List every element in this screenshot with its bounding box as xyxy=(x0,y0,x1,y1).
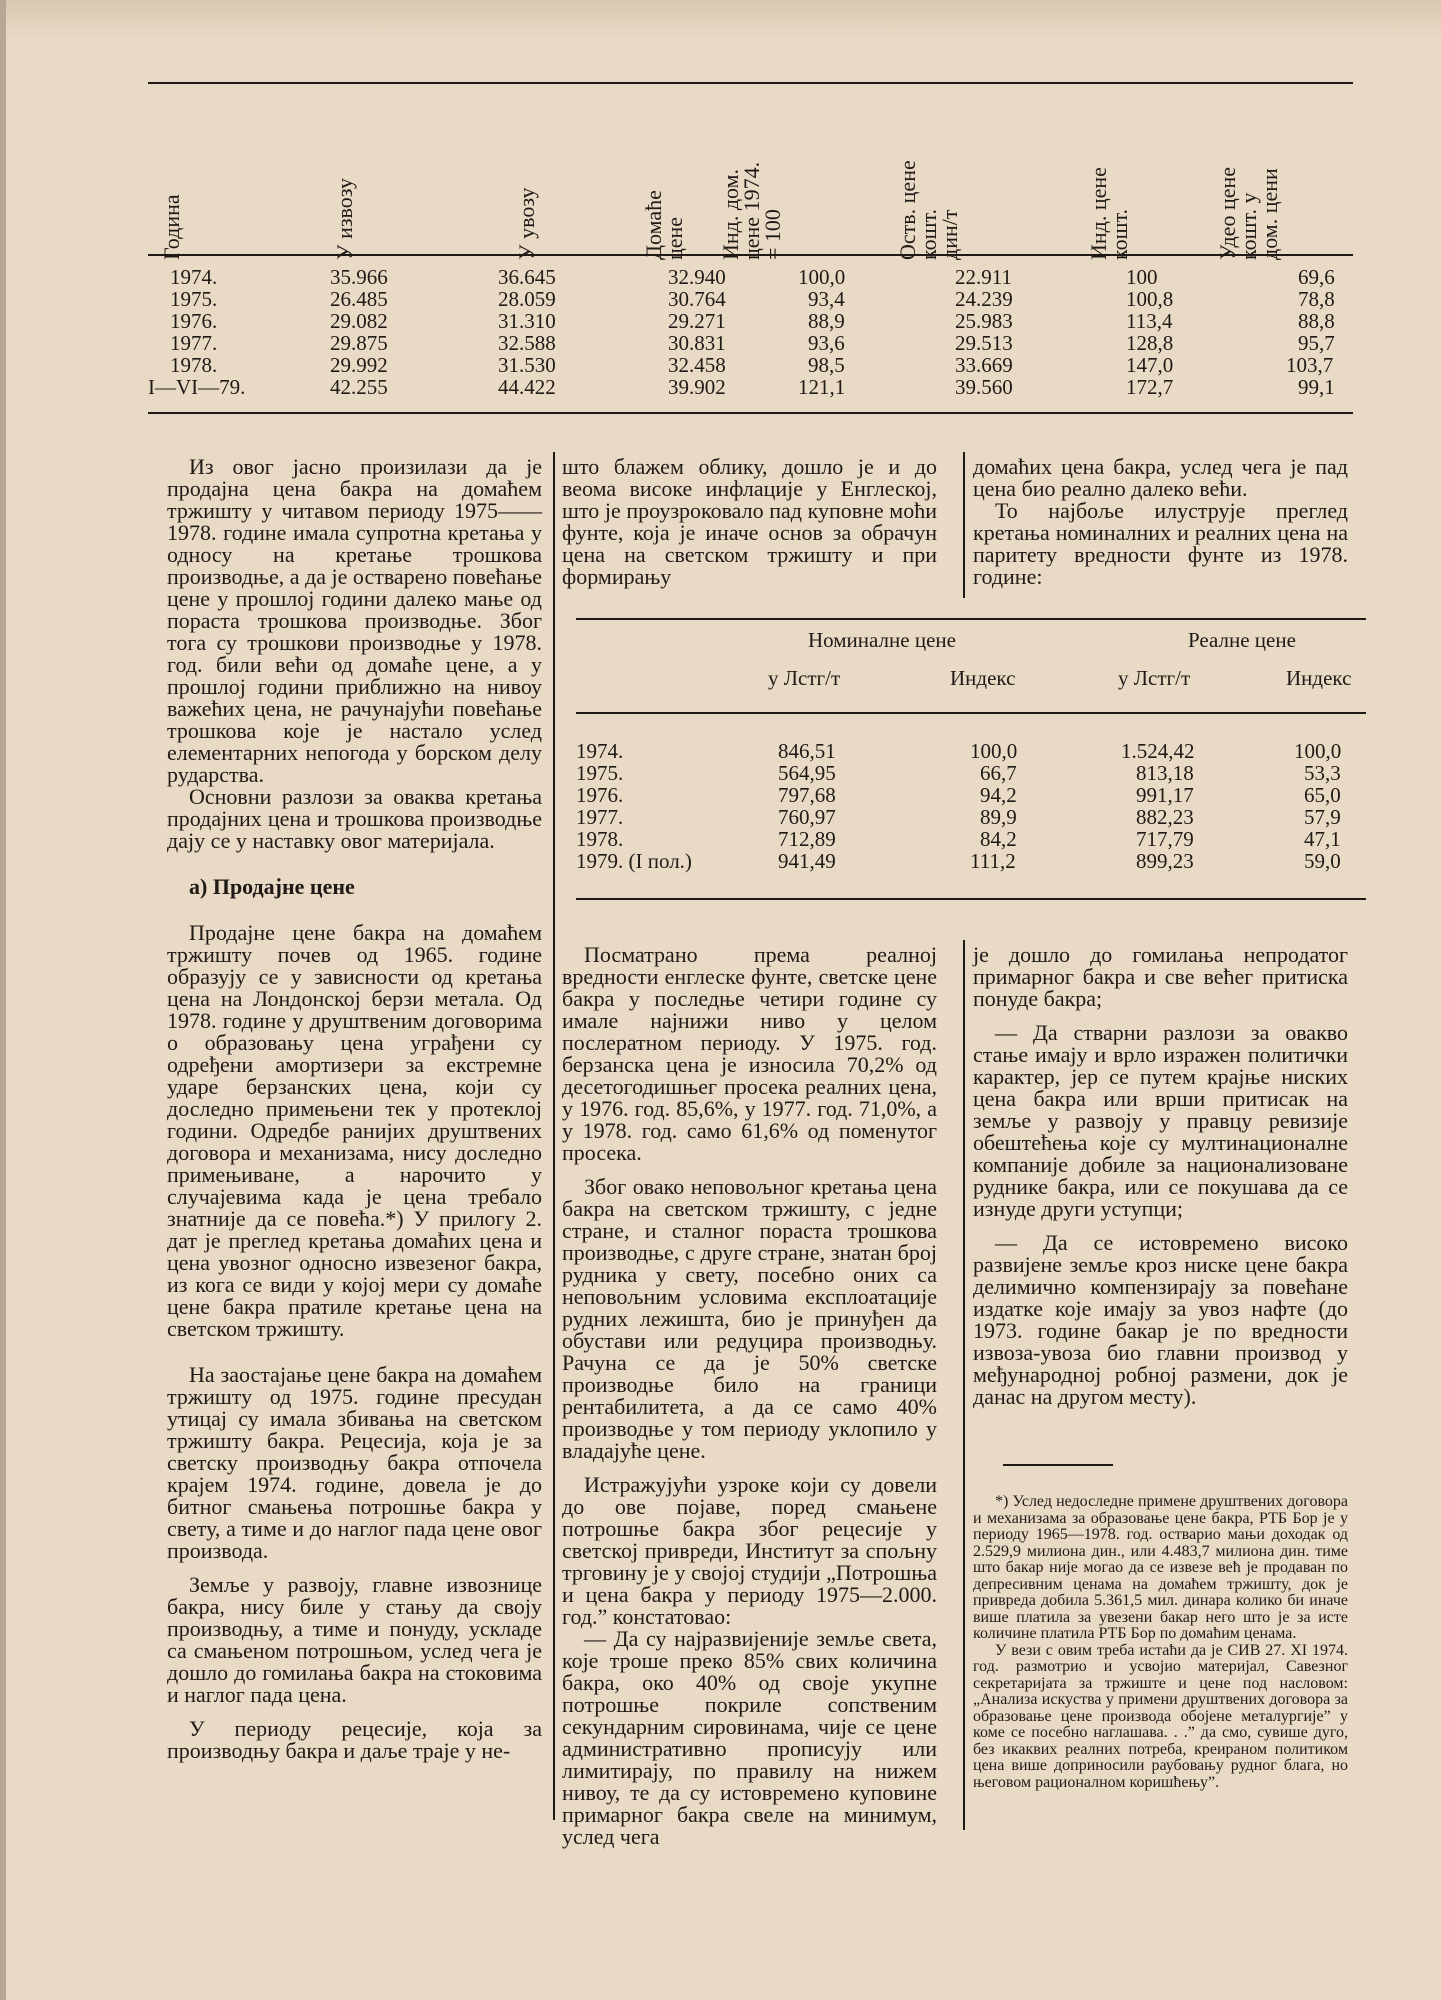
footnote-text: *) Услед недоследне примене друштвених договора и механизама за образовање цене бакра, РТБ Бор је у периоду 1965—1978. год. остварио мањи доходак од 2.529,9 милиона дин., или 4.483,7 милиона дин. тиме што бакар није могао да се извезе већ је продаван по депресивним ценама на домаћем тржишту, док је привреда добила 5.361,5 мил. динара колико би иначе више платила за увезени бакар него што је за исте количине платила РТБ Бор по домаћим ценама. xyxy=(973,1493,1348,1642)
table-row: 1977. 29.875 32.588 30.831 93,6 29.513 128,8 95,7 xyxy=(170,331,1335,355)
footnote-text: У вези с овим треба истаћи да је СИВ 27. XI 1974. год. размотрио и усвојио материјал, Савезног секретаријата за тржиште и цене под насловом: „Анализа искуства у примени друштвених договора за образовање цене производа обојене металургије” у коме се посебно наглашава. . .” да смо, сувише дуго, без икаквих реалних потреба, креираном политиком цена више доприносили раубовању рудног блага, но његовом рационалном коришћењу”. xyxy=(973,1641,1348,1791)
footnote-separator xyxy=(1003,1464,1113,1466)
paragraph: — Да су најразвијеније земље света, које троше преко 85% свих количина бакра, око 40% од своје укупне потрошње покриле сопственим секундарним сировинама, чије се цене административно прописују или лимитирају, по правилу на нижем нивоу, те да су истовремено куповине примарног бакра свеле на минимум, услед чега xyxy=(562,1626,937,1849)
table-row: I—VI—79. 42.255 44.422 39.902 121,1 39.560 172,7 99,1 xyxy=(148,375,1335,399)
table-row: 1975. 564,95 66,7 813,18 53,3 xyxy=(576,761,1341,785)
table1-bottom-rule xyxy=(148,412,1353,414)
sub-header: у Лстг/т xyxy=(768,666,841,690)
paragraph: Због овако неповољног кретања цена бакра на светском тржишту, с једне стране, и сталног пораста трошкова производње, с друге стране, знатан број рудника у свету, посебно оних са неповољним условима експлоатације рудних лежишта, био је принуђен да обустави или редуцира производњу. Рачуна се да је 50% светске производње било на граници рентабилитета, а да се само 40% производње у том периоду уклопило у владајуће цене. xyxy=(562,1174,937,1463)
table-row: 1978. 29.992 31.530 32.458 98,5 33.669 147,0 103,7 xyxy=(170,353,1334,377)
sub-header: Индекс xyxy=(950,666,1016,690)
paragraph: У периоду рецесије, која за производњу бакра и даље траје у не- xyxy=(167,1716,542,1763)
table-row: 1977. 760,97 89,9 882,23 57,9 xyxy=(576,805,1341,829)
table-row: 1976. 29.082 31.310 29.271 88,9 25.983 113,4 88,8 xyxy=(170,309,1335,333)
table-row: 1978. 712,89 84,2 717,79 47,1 xyxy=(576,827,1341,851)
col-header-domestic: Домаће цене xyxy=(641,190,687,260)
paragraph: — Да се истовремено високо развијене земље кроз ниске цене бакра делимично компензирају за повећане издатке које имају за увоз нафте (до 1973. године бакар је по вредности извоза-увоза био главни производ у међународној робној размени, док је данас на другом месту). xyxy=(973,1230,1348,1409)
paragraph: Из овог јасно произилази да је продајна цена бакра на домаћем тржишту у читавом периоду 1975——1978. године имала супротна кретања у односу на кретање трошкова производње, а да је остварено повећање цене у прошлој години далеко мање од пораста трошкова производње. Због тога су трошкови производње у 1978. год. били већи од домаће цене, а у прошлој години приближно на нивоу важећих цена, не рачунајући повећање трошкова које је настало услед елементарних непогода у борском делу рударства. xyxy=(167,454,542,787)
paragraph: што блажем облику, дошло је и до веома високе инфлације у Енглеској, што је проузроковало пад куповне моћи фунте, која је иначе основ за обрачун цена на светском тржишту и при формирању xyxy=(562,454,937,589)
paragraph: Продајне цене бакра на домаћем тржишту почев од 1965. године образују се у зависности од кретања цена на Лондонској берзи метала. Од 1978. године у друштвеним договорима о образовању цена уграђени су одређени амортизери за екстремне ударе берзанских цена, који су доследно примењени тек у протеклој години. Одредбе ранијих друштвених договора и механизама, нису доследно примењиване, а нарочито у случајевима када је цена требало знатније да се повећа.*) У прилогу 2. дат је преглед кретања домаћих цена и цена увозног односно извезеног бакра, из кога се види у којој мери су домаће цене бакра пратиле кретање цена на светском тржишту. xyxy=(167,920,542,1341)
column-rule-2 xyxy=(963,940,965,1830)
table-row: 1975. 26.485 28.059 30.764 93,4 24.239 100,8 78,8 xyxy=(170,287,1335,311)
section-heading: а) Продајне цене xyxy=(189,874,355,899)
col-header-import: У увозу xyxy=(514,187,539,260)
table2-bottom-rule xyxy=(576,898,1366,900)
col-header-year: Година xyxy=(159,194,184,260)
page-left-edge xyxy=(0,0,6,2000)
paragraph: На заостајање цене бакра на домаћем тржишту од 1975. године пресудан утицај су имала збивања на светском тржишту бакра. Рецесија, која је за светску производњу бакра отпочела крајем 1974. године, довела је до битног смањења потрошње бакра у свету, а тиме и до наглог пада цене овог производа. xyxy=(167,1362,542,1563)
footnote xyxy=(973,1494,1348,1791)
table2-mid-rule xyxy=(576,712,1366,714)
group-header-nominal: Номиналне цене xyxy=(808,628,956,652)
col-header-dom-index: Инд. дом. цене 1974. = 100 xyxy=(718,161,785,260)
column-1 xyxy=(167,456,542,1762)
paragraph: То најбоље илуструје преглед кретања номиналних и реалних цена на паритету вредности фунте из 1978. године: xyxy=(973,498,1348,589)
column-rule-1 xyxy=(553,452,555,1820)
column-3-top xyxy=(973,456,1348,588)
col-header-cost-index: Инд. цене кошт. xyxy=(1086,167,1132,260)
sub-header: Индекс xyxy=(1286,666,1352,690)
sub-header: у Лстг/т xyxy=(1118,666,1191,690)
column-3-bottom xyxy=(973,944,1348,1408)
paragraph: — Да стварни разлози за овакво стање имају и врло изражен политички карактер, јер се путем крајње ниских цена бакра или врши притисак на земље у развоју у правцу ревизије обештећења које су мултинационалне компаније добиле за национализоване руднике бакра, или се покушава да се изнуде други уступци; xyxy=(973,1020,1348,1221)
page-top-shadow xyxy=(0,0,1441,40)
table-row: 1976. 797,68 94,2 991,17 65,0 xyxy=(576,783,1341,807)
column-2-bottom xyxy=(562,944,937,1848)
table2-top-rule xyxy=(576,618,1366,620)
paragraph: Земље у развоју, главне извознице бакра, нису биле у стању да своју производњу, а тиме и понуду, ускладе са смањеном потрошњом, услед чега је дошло до гомилања бакра на стоковима и наглог пада цена. xyxy=(167,1572,542,1707)
column-2-top xyxy=(562,456,937,588)
table-row: 1979. (I пол.) 941,49 111,2 899,23 59,0 xyxy=(576,849,1341,873)
table-row: 1974. 846,51 100,0 1.524,42 100,0 xyxy=(576,739,1342,763)
column-rule-2-top xyxy=(963,452,965,598)
table-row: 1974. 35.966 36.645 32.940 100,0 22.911 100 69,6 xyxy=(170,265,1335,289)
table1-top-rule xyxy=(148,82,1353,84)
paragraph: Посматрано према реалној вредности енглеске фунте, светске цене бакра у последње четири године су имале најнижи ниво у целом послератном периоду. У 1975. год. берзанска цена је износила 70,2% од десетогодишњег просека реалних цена, у 1976. год. 85,6%, у 1977. год. 71,0%, а у 1978. год. само 61,6% од поменутог просека. xyxy=(562,942,937,1165)
paragraph: је дошло до гомилања непродатог примарног бакра и све већег притиска понуде бакра; xyxy=(973,942,1348,1011)
paragraph: Истражујући узроке који су довели до ове појаве, поред смањене потрошње бакра због рецесије у светској привреди, Институт за спољну трговину је у својој студији „Потрошња и цена бакра у периоду 1975—2.000. год.” констатовао: xyxy=(562,1472,937,1629)
col-header-cost-share: Удео цене кошт. у дом. цени xyxy=(1215,166,1282,260)
col-header-cost: Оств. цене кошт. дин/т xyxy=(895,160,962,260)
col-header-export: У извозу xyxy=(332,177,357,260)
paragraph: Основни разлози за оваква кретања продајних цена и трошкова производње дају се у наставку овог материјала. xyxy=(167,784,542,853)
paragraph: домаћих цена бакра, услед чега је пад цена био реално далеко већи. xyxy=(973,454,1348,501)
group-header-real: Реалне цене xyxy=(1188,628,1296,652)
